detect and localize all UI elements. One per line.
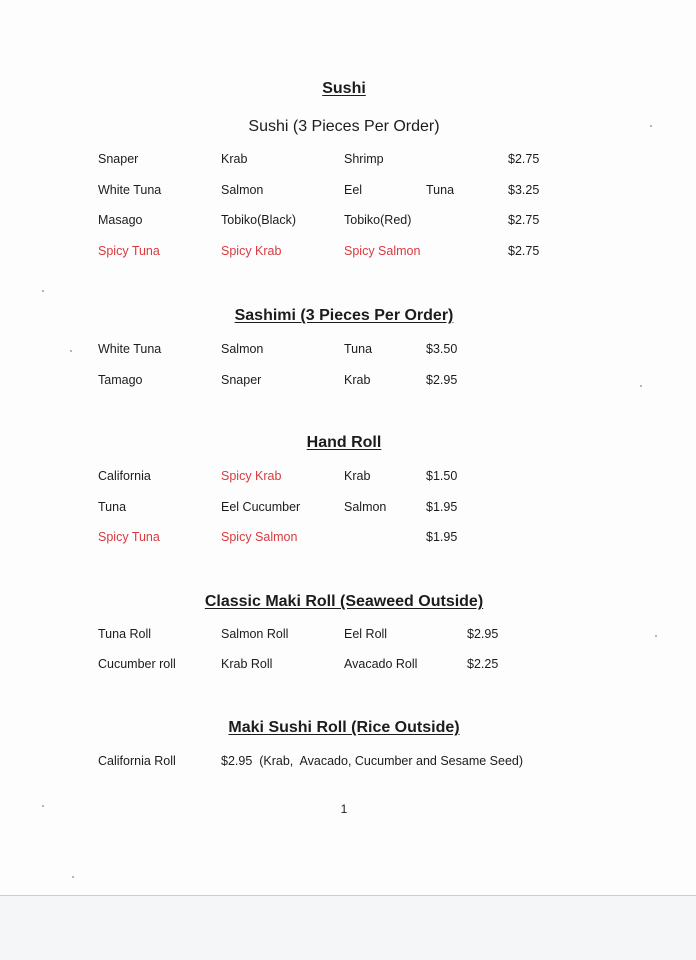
price: $2.95 (467, 627, 499, 641)
sushi-row (0, 183, 696, 203)
item: White Tuna (98, 342, 162, 356)
classic-maki-row (0, 657, 696, 677)
price: $2.75 (508, 244, 540, 258)
item: California Roll (98, 754, 176, 768)
item: Tamago (98, 373, 143, 387)
sashimi-title: Sashimi (3 Pieces Per Order) (234, 307, 454, 324)
sushi-row (0, 213, 696, 233)
sushi-row (0, 152, 696, 172)
item: Salmon (221, 183, 264, 197)
item: Snaper (221, 373, 262, 387)
scan-speck (72, 876, 74, 878)
sushi-subtitle: Sushi (3 Pieces Per Order) (248, 118, 440, 135)
scan-speck (42, 805, 44, 807)
item: Salmon (221, 342, 264, 356)
item: Krab Roll (221, 657, 273, 671)
price: $3.50 (426, 342, 458, 356)
item: Eel Cucumber (221, 500, 301, 514)
spicy-item: Spicy Tuna (98, 244, 160, 258)
price: $2.75 (508, 213, 540, 227)
item: Krab (221, 152, 248, 166)
classic-maki-row (0, 627, 696, 647)
item: Tobiko(Black) (221, 213, 297, 227)
item: California (98, 469, 151, 483)
sushi-title: Sushi (322, 80, 366, 97)
price: $1.50 (426, 469, 458, 483)
sashimi-row (0, 342, 696, 362)
scanner-background (0, 896, 696, 960)
hand-roll-row (0, 530, 696, 550)
item: Eel (344, 183, 363, 197)
item: Cucumber roll (98, 657, 176, 671)
price: $1.95 (426, 500, 458, 514)
item: Tobiko(Red) (344, 213, 412, 227)
item: Salmon (344, 500, 387, 514)
scan-speck (70, 350, 72, 352)
page-number: 1 (340, 802, 348, 816)
spicy-item: Spicy Salmon (221, 530, 298, 544)
item: White Tuna (98, 183, 162, 197)
spicy-item: Spicy Krab (221, 244, 282, 258)
price: $2.75 (508, 152, 540, 166)
spicy-item: Spicy Tuna (98, 530, 160, 544)
item: Tuna Roll (98, 627, 152, 641)
item: Salmon Roll (221, 627, 289, 641)
price: $3.25 (508, 183, 540, 197)
scan-speck (655, 635, 657, 637)
price-description: $2.95 (Krab, Avacado, Cucumber and Sesame Seed) (221, 754, 524, 768)
item: Tuna (344, 342, 373, 356)
item: Avacado Roll (344, 657, 418, 671)
scan-speck (650, 125, 652, 127)
hand-roll-row (0, 500, 696, 520)
item: Snaper (98, 152, 139, 166)
scan-speck (640, 385, 642, 387)
classic-maki-title: Classic Maki Roll (Seaweed Outside) (204, 593, 484, 610)
item: Krab (344, 469, 371, 483)
item: Krab (344, 373, 371, 387)
hand-roll-row (0, 469, 696, 489)
price: $2.95 (426, 373, 458, 387)
item: Tuna (98, 500, 127, 514)
price: $1.95 (426, 530, 458, 544)
maki-sushi-row (0, 754, 696, 774)
scan-speck (42, 290, 44, 292)
spicy-item: Spicy Krab (221, 469, 282, 483)
hand-roll-title: Hand Roll (306, 434, 382, 451)
spicy-item: Spicy Salmon (344, 244, 421, 258)
item: Eel Roll (344, 627, 388, 641)
item: Masago (98, 213, 143, 227)
maki-sushi-title: Maki Sushi Roll (Rice Outside) (228, 719, 460, 736)
sashimi-row (0, 373, 696, 393)
sushi-row (0, 244, 696, 264)
item: Tuna (426, 183, 455, 197)
item: Shrimp (344, 152, 384, 166)
price: $2.25 (467, 657, 499, 671)
